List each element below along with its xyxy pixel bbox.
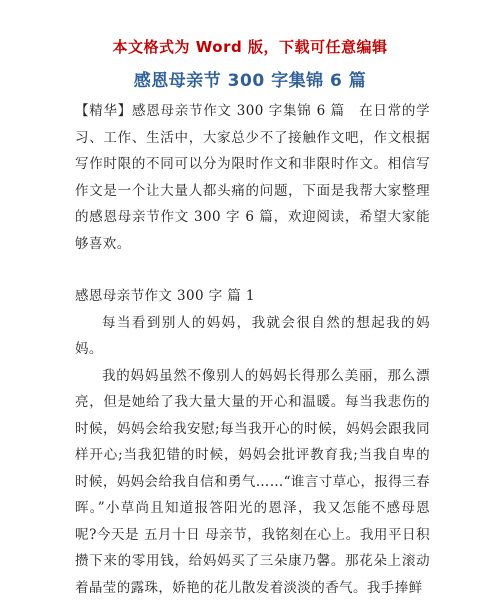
intro-paragraph: 【精华】感恩母亲节作文 300 字集锦 6 篇 在日常的学习、工作、生活中，大家总少不了接触作文吧，作文根据写作时限的不同可以分为限时作文和非限时作文。相信写作文是一个让大量人都头痛的问题，下面是我帮大家整理的感恩母亲节作文 300 字 6 篇，欢迎阅读，希望大家能够喜欢。 [75, 98, 430, 257]
format-banner: 本文格式为 Word 版，下载可任意编辑 [0, 36, 500, 57]
document-title: 感恩母亲节 300 字集锦 6 篇 [0, 66, 500, 91]
body-paragraph: 我的妈妈虽然不像别人的妈妈长得那么美丽，那么漂亮，但是她给了我大量大量的开心和温暖。每当我悲伤的时候，妈妈会给我安慰;每当我开心的时候，妈妈会跟我同样开心;当我犯错的时候，妈妈会批评教育我;当我自卑的时候，妈妈会给我自信和勇气……“谁言寸草心，报得三春晖。”小草尚且知道报答阳光的恩泽，我又怎能不感母恩呢?今天是 五月十日 母亲节，我铭刻在心上。我用平日积攒下来的零用钱，给妈妈买了三朵康乃馨。那花朵上滚动着晶莹的露珠，娇艳的花儿散发着淡淡的香气。我手捧鲜 [75, 363, 430, 601]
document-body [75, 98, 430, 601]
body-paragraph: 每当看到别人的妈妈，我就会很自然的想起我的妈妈。 [75, 310, 430, 363]
section-heading: 感恩母亲节作文 300 字 篇 1 [75, 283, 430, 310]
